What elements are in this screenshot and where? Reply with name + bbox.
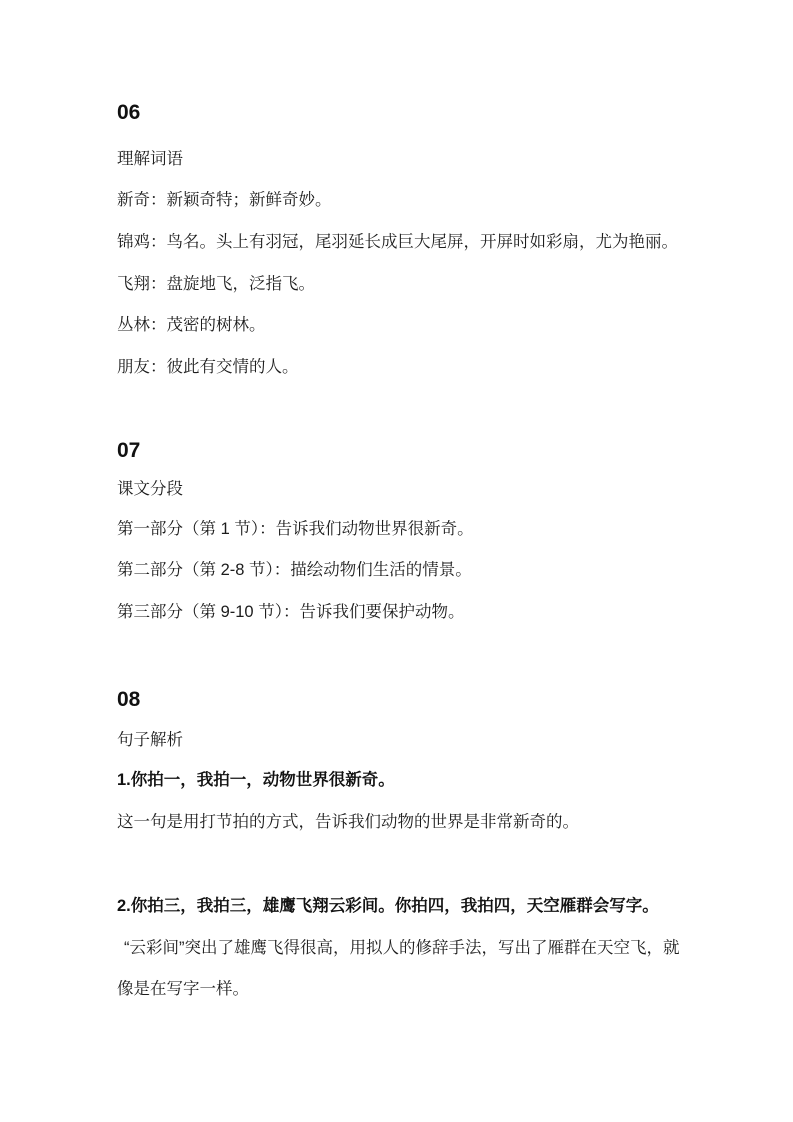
word-definition-conglin: 丛林：茂密的树林。	[117, 316, 266, 334]
sentence-1-analysis: 这一句是用打节拍的方式，告诉我们动物的世界是非常新奇的。	[117, 813, 579, 831]
sentence-2-analysis-line-2: 像是在写字一样。	[117, 980, 249, 998]
word-definition-pengyou: 朋友：彼此有交情的人。	[117, 358, 299, 376]
sentence-2-analysis-line-1: “云彩间”突出了雄鹰飞得很高，用拟人的修辞手法，写出了雁群在天空飞，就	[124, 939, 680, 957]
section-heading-word-meanings: 理解词语	[117, 150, 183, 168]
sentence-1-text: 1.你拍一，我拍一，动物世界很新奇。	[117, 771, 395, 789]
section-heading-text-segments: 课文分段	[117, 480, 183, 498]
word-definition-feixiang: 飞翔：盘旋地飞，泛指飞。	[117, 275, 315, 293]
segment-part-1: 第一部分（第 1 节）：告诉我们动物世界很新奇。	[117, 520, 474, 538]
section-heading-sentence-analysis: 句子解析	[117, 731, 183, 749]
segment-part-3: 第三部分（第 9-10 节）：告诉我们要保护动物。	[117, 603, 465, 621]
word-definition-jinji: 锦鸡：鸟名。头上有羽冠，尾羽延长成巨大尾屏，开屏时如彩扇，尤为艳丽。	[117, 233, 678, 251]
section-number-07: 07	[117, 439, 141, 462]
word-definition-xinqi: 新奇：新颖奇特；新鲜奇妙。	[117, 191, 332, 209]
section-number-06: 06	[117, 101, 141, 124]
section-number-08: 08	[117, 688, 141, 711]
sentence-2-text: 2.你拍三，我拍三，雄鹰飞翔云彩间。你拍四，我拍四，天空雁群会写字。	[117, 897, 659, 915]
segment-part-2: 第二部分（第 2-8 节）：描绘动物们生活的情景。	[117, 561, 472, 579]
